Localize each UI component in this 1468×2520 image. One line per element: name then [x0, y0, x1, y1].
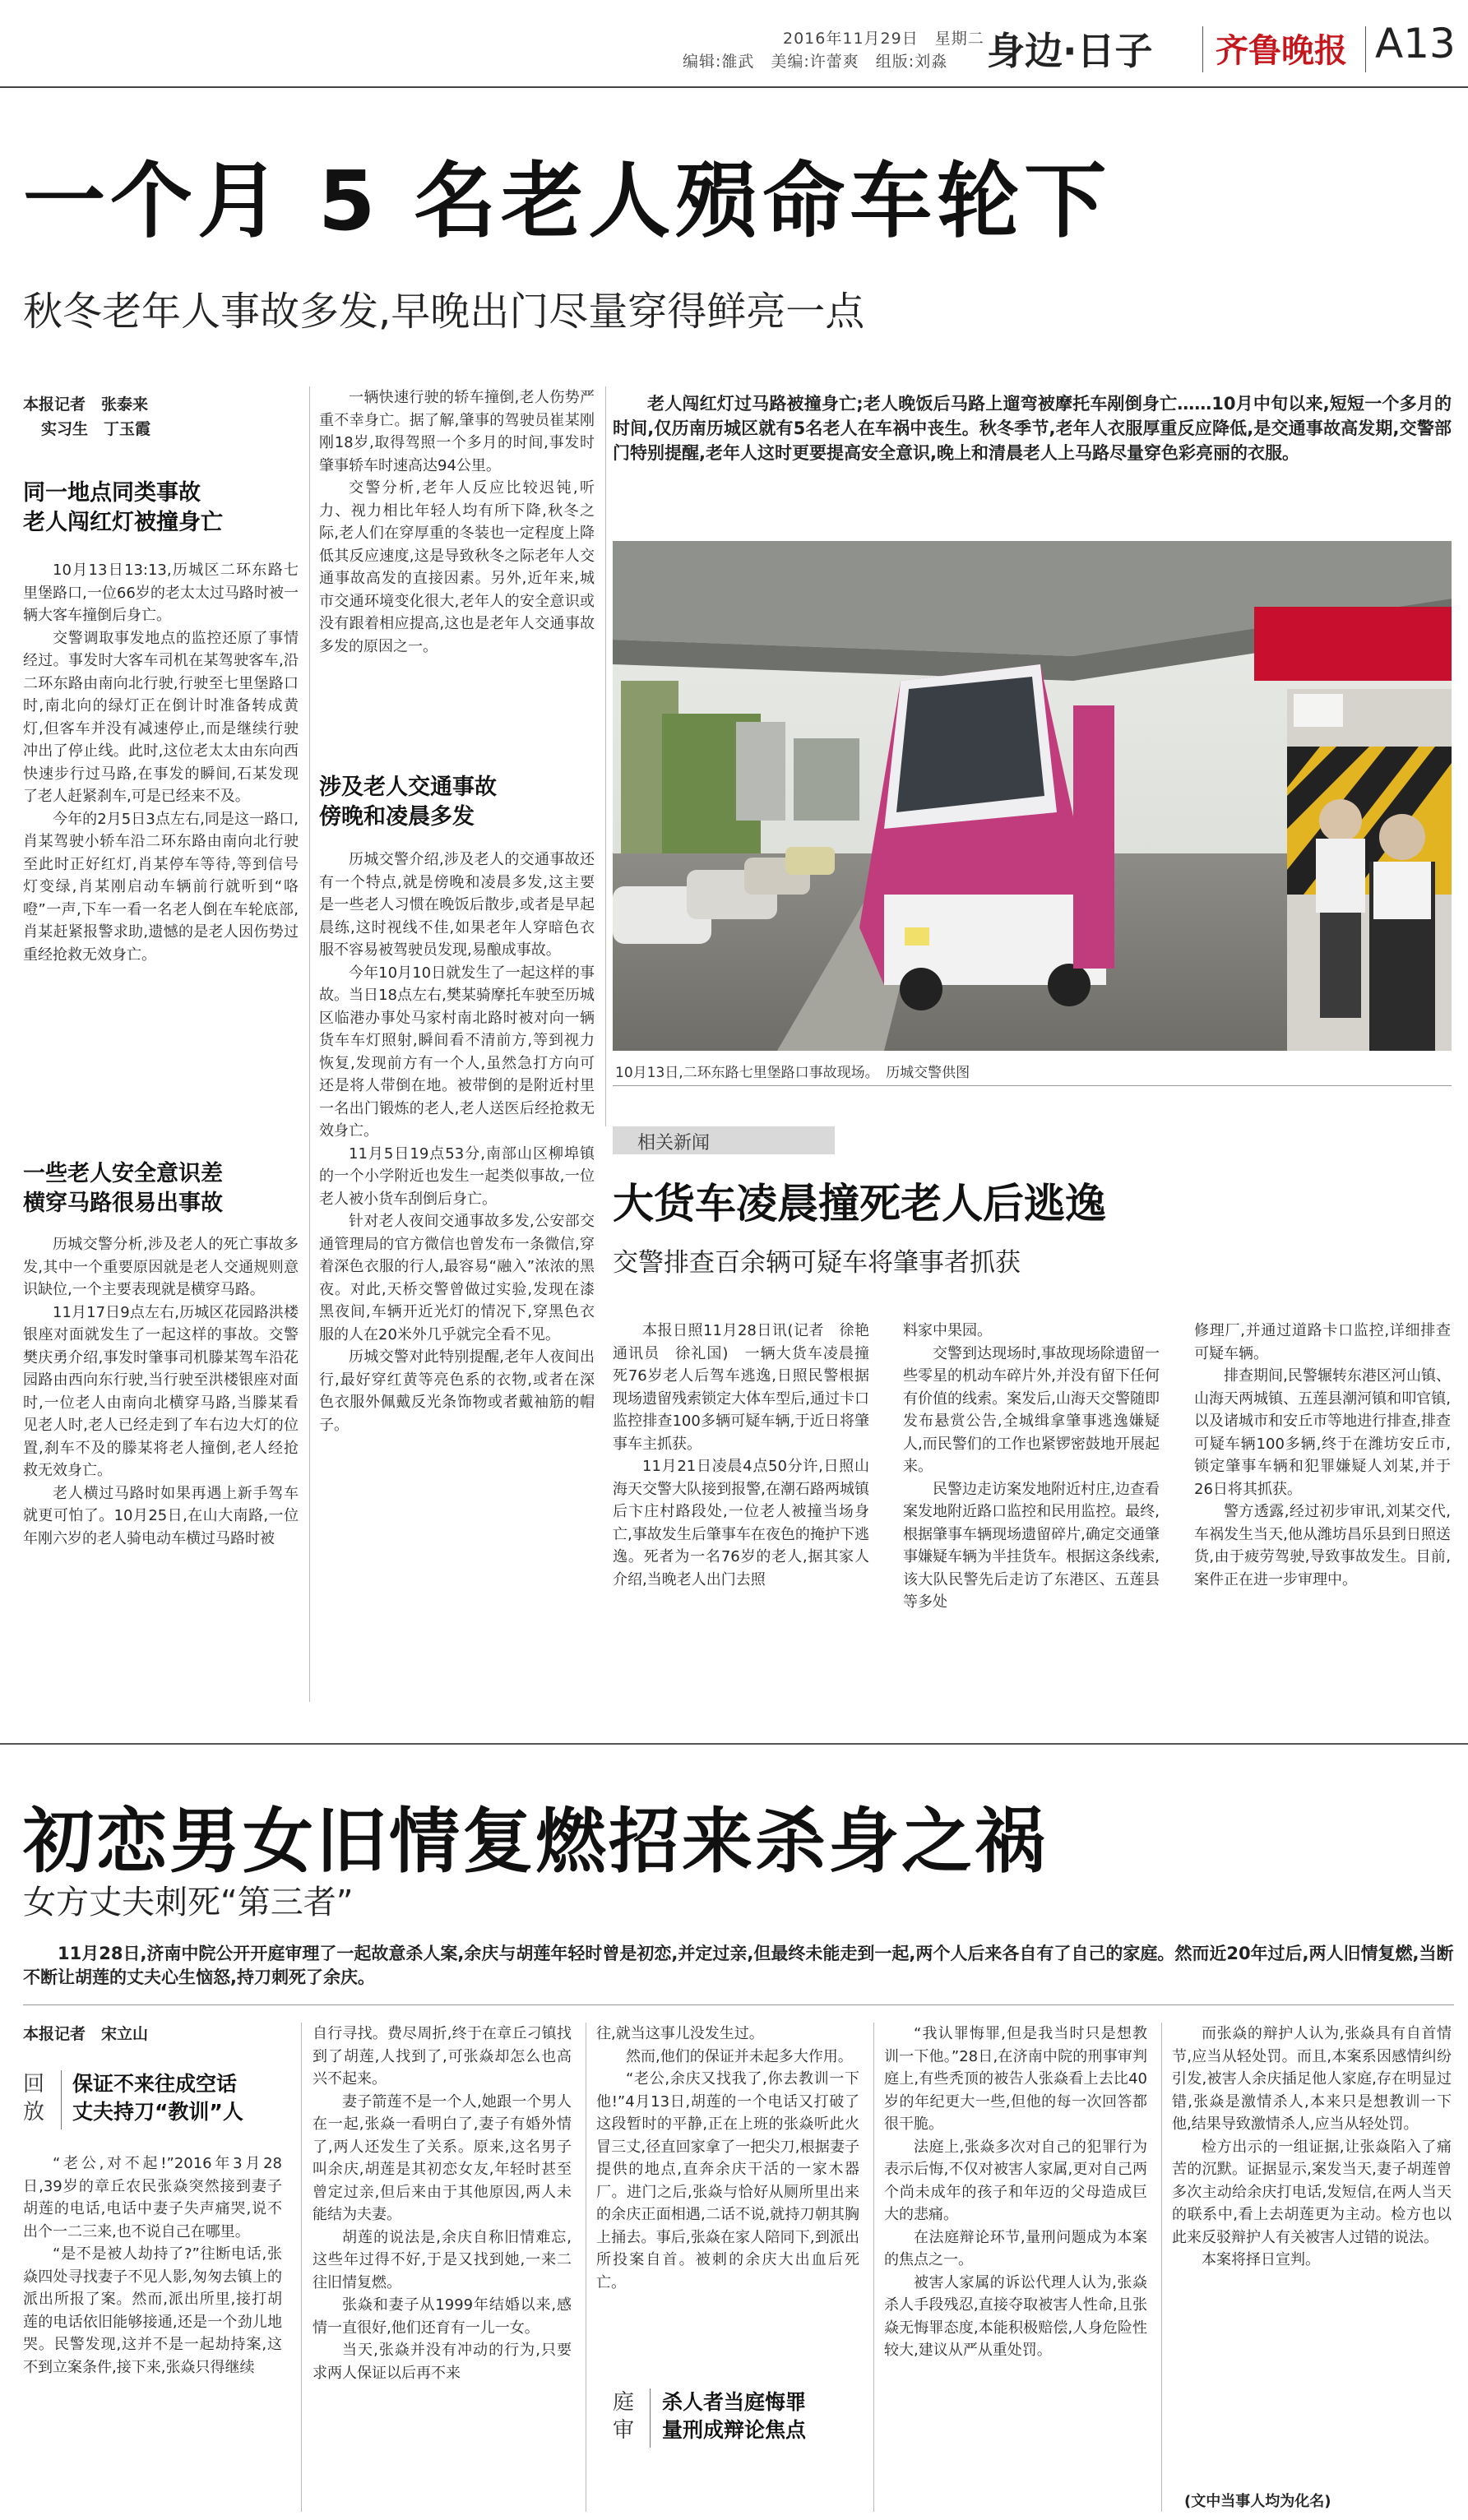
story2-col5: 而张焱的辩护人认为,张焱具有自首情节,应当从轻处罚。而且,本案系因感情纠纷引发,被害人余庆插足他人家庭,存在明显过错,张焱是激情杀人,本来只是想教训一下他,结果导致激情杀人,应当从轻处罚。 检方出示的一组证据,让张焱陷入了痛苦的沉默。证据显示,案发当天,妻子胡莲曾多次主动给余庆打电话,发短信,在两人当天的联系中,看上去胡莲更为主动。检方也以此来反驳辩护人有关被害人过错的说法。 本案将择日宣判。: [1172, 2025, 1452, 2268]
related-headline: 大货车凌晨撞死老人后逃逸: [613, 1180, 1106, 1228]
story2-sub1: 保证不来往成空话 丈夫持刀“教训”人: [72, 2072, 243, 2124]
photo-caption: 10月13日,二环东路七里堡路口事故现场。 历城交警供图: [615, 1065, 970, 1081]
story1-col2a: 一辆快速行驶的轿车撞倒,老人伤势严重不幸身亡。据了解,肇事的驾驶员崔某刚刚18岁,取得驾照一个多月的时间,事发时肇事轿车时速高达94公里。 交警分析,老年人反应比较迟钝,听力、视力相比年轻人均有所下降,秋冬之际,老人们在穿厚重的冬装也一定程度上降低其反应速度,这是导致秋冬之际老年人交通事故高发的直接因素。另外,近年来,城市交通环境变化很大,老年人的安全意识或没有跟着相应提高,这也是老年人交通事故多发的原因之一。: [319, 389, 595, 655]
story1-sub2: 一些老人安全意识差 横穿马路很易出事故: [23, 1161, 223, 1216]
story2-side-tag-trial: 庭审: [613, 2390, 635, 2443]
paper-logo: 齐鲁晚报: [1216, 31, 1347, 70]
story1-byline-1: 本报记者 张泰来: [23, 395, 149, 414]
story1-col1b: 历城交警分析,涉及老人的死亡事故多发,其中一个重要原因就是老人交通规则意识缺位,一个主要表现就是横穿马路。 11月17日9点左右,历城区花园路洪楼银座对面就发生了一起这样的事故。交警樊庆勇介绍,事发时肇事司机滕某驾车沿花园路由西向东行驶,当行驶至洪楼银座对面时,一位老人由南向北横穿马路,当滕某看见老人时,老人已经走到了车右边大灯的位置,刹车不及的滕某将老人撞倒,老人经抢救无效身亡。 老人横过马路时如果再遇上新手驾车就更可怕了。10月25日,在山大南路,一位年刚六岁的老人骑电动车横过马路时被: [23, 1236, 299, 1547]
story2-subheadline: 女方丈夫刺死“第三者”: [23, 1884, 354, 1921]
story2-col2: 自行寻找。费尽周折,终于在章丘刁镇找到了胡莲,人找到了,可张焱却怎么也高兴不起来。 妻子箭莲不是一个人,她跟一个男人在一起,张焱一看明白了,妻子有婚外情了,两人还发生了关系。原来,这名男子叫余庆,胡莲是其初恋女友,年轻时甚至曾定过亲,但后来由于其他原因,两人未能结为夫妻。 胡莲的说法是,余庆自称旧情难忘,这些年过得不好,于是又找到她,一来二往旧情复燃。 张焱和妻子从1999年结婚以来,感情一直很好,他们还育有一儿一女。 当天,张焱并没有冲动的行为,只要求两人保证以后再不来: [313, 2025, 572, 2382]
page-number: A13: [1375, 20, 1456, 67]
story1-col2b: 历城交警介绍,涉及老人的交通事故还有一个特点,就是傍晚和凌晨多发,这主要是一些老人习惯在晚饭后散步,或者是早起晨练,这时视线不佳,如果老年人穿暗色衣服不容易被驾驶员发现,易酿成事故。 今年10月10日就发生了一起这样的事故。当日18点左右,樊某骑摩托车驶至历城区临港办事处马家村南北路时被对向一辆货车车灯照射,瞬间看不清前方,等到视力恢复,发现前方有一个人,虽然急打方向可还是将人带倒在地。被带倒的是附近村里一名出门锻炼的老人,老人送医后经抢救无效身亡。 11月5日19点53分,南部山区柳埠镇的一个小学附近也发生一起类似事故,一位老人被小货车刮倒后身亡。 针对老人夜间交通事故多发,公安部交通管理局的官方微信也曾发布一条微信,穿着深色衣服的行人,最容易“融入”浓浓的黑夜。对此,天桥交警曾做过实验,发现在漆黑夜间,车辆开近光灯的情况下,穿黑色衣服的人在20米外几乎就完全看不见。 历城交警对此特别提醒,老年人夜间出行,最好穿红黄等亮色系的衣物,或者在深色衣服外佩戴反光条饰物或者戴袖筋的帽子。: [319, 851, 595, 1434]
story1-sub1: 同一地点同类事故 老人闯红灯被撞身亡: [23, 480, 223, 535]
story2-byline: 本报记者 宋立山: [23, 2025, 149, 2043]
story2-col1: “老公,对不起!”2016年3月28日,39岁的章丘农民张焱突然接到妻子胡莲的电话,电话中妻子失声痛哭,说不出个一二三来,也不说自己在哪里。 “是不是被人劫持了?”往断电话,张焱四处寻找妻子不见人影,匆匆去镇上的派出所报了案。然而,派出所里,接打胡莲的电话依旧能够接通,还是一个劲儿地哭。民警发现,这并不是一起劫持案,这不到立案条件,接下来,张焱只得继续: [23, 2155, 282, 2376]
story2-footnote: (文中当事人均为化名): [1184, 2493, 1331, 2510]
accident-scene-illustration: [613, 541, 1452, 1051]
story1-subheadline: 秋冬老年人事故多发,早晚出门尽量穿得鲜亮一点: [23, 289, 865, 335]
story2-sub2: 杀人者当庭悔罪 量刑成辩论焦点: [662, 2390, 807, 2442]
header-editors: 编辑:雒武 美编:许蕾爽 组版:刘淼: [683, 53, 948, 71]
story2-col4: “我认罪悔罪,但是我当时只是想教训一下他。”28日,在济南中院的刑事审判庭上,有些秃顶的被告人张焱看上去比40岁的年纪更大一些,但他的每一次回答都很干脆。 法庭上,张焱多次对自己的犯罪行为表示后悔,不仅对被害人家属,更对自己两个尚未成年的孩子和年迈的父母造成巨大的悲痛。 在法庭辩论环节,量刑问题成为本案的焦点之一。 被害人家属的诉讼代理人认为,张焱杀人手段残忍,直接夺取被害人性命,且张焱无悔罪态度,本能积极赔偿,人身危险性较大,建议从严从重处罚。: [884, 2025, 1147, 2359]
story1-sub3: 涉及老人交通事故 傍晚和凌晨多发: [319, 774, 497, 830]
story2-lead: 11月28日,济南中院公开开庭审理了一起故意杀人案,余庆与胡莲年轻时曾是初恋,并定过亲,但最终未能走到一起,两个人后来各自有了自己的家庭。然而近20年过后,两人旧情复燃,当断不断让胡莲的丈夫心生恼怒,持刀刺死了余庆。: [23, 1944, 1454, 1987]
story1-byline-2: 实习生 丁玉霞: [41, 420, 151, 438]
story1-col1a: 10月13日13:13,历城区二环东路七里堡路口,一位66岁的老太太过马路时被一辆大客车撞倒后身亡。 交警调取事发地点的监控还原了事情经过。事发时大客车司机在某驾驶客车,沿二环东路由南向北行驶,行驶至七里堡路口时,南北向的绿灯正在倒计时准备转成黄灯,但客车并没有减速停止,而是继续行驶冲出了停止线。此时,这位老太太由东向西快速步行过马路,在事发的瞬间,石某发现了老人赶紧刹车,可是已经来不及。 今年的2月5日3点左右,同是这一路口,肖某驾驶小轿车沿二环东路由南向北行驶至此时正好红灯,肖某停车等待,等到信号灯变绿,肖某刚启动车辆前行就听到“咯噔”一声,下车一看一名老人倒在车轮底部,肖某赶紧报警求助,遗憾的是老人因伤势过重经抢救无效身亡。: [23, 562, 299, 964]
related-col1: 本报日照11月28日讯(记者 徐艳 通讯员 徐礼国) 一辆大货车凌晨撞死76岁老人后驾车逃逸,日照民警根据现场遗留残索锁定大体车型后,通过卡口监控排查100多辆可疑车辆,于近日将肇事车主抓获。 11月21日凌晨4点50分许,日照山海天交警大队接到报警,在潮石路两城镇后卞庄村路段处,一位老人被撞当场身亡,事故发生后肇事车在夜色的掩护下逃逸。死者为一名76岁的老人,据其家人介绍,当晚老人出门去照: [613, 1322, 884, 1588]
story2-col3: 往,就当这事儿没发生过。 然而,他们的保证并未起多大作用。 “老公,余庆又找我了,你去教训一下他!”4月13日,胡莲的一个电话又打破了这段暂时的平静,正在上班的张焱听此火冒三丈,径直回家拿了一把尖刀,根据妻子提供的地点,直奔余庆干活的一家木器厂。进门之后,张焱与恰好从厕所里出来的余庆正面相遇,二话不说,就持刀朝其胸上捅去。事后,张焱在家人陪同下,到派出所投案自首。被刺的余庆大出血后死亡。: [596, 2025, 859, 2291]
header-date: 2016年11月29日 星期二: [783, 30, 984, 48]
related-col3: 修理厂,并通过道路卡口监控,详细排查可疑车辆。 排查期间,民警辗转东港区河山镇、山海天两城镇、五莲县潮河镇和叩官镇,以及诸城市和安丘市等地进行排查,排查可疑车辆100多辆,终于在潍坊安丘市,锁定肇事车辆和犯罪嫌疑人刘某,并于26日将其抓获。 警方透露,经过初步审讯,刘某交代,车祸发生当天,他从潍坊昌乐县到日照送货,由于疲劳驾驶,导致事故发生。目前,案件正在进一步审理中。: [1194, 1322, 1451, 1588]
story2-headline: 初恋男女旧情复燃招来杀身之祸: [23, 1801, 1048, 1883]
story1-lead: 老人闯红灯过马路被撞身亡;老人晚饭后马路上遛弯被摩托车剐倒身亡……10月中旬以来,短短一个多月的时间,仅历南历城区就有5名老人在车祸中丧生。秋冬季节,老年人衣服厚重反应降低,是交通事故高发期,交警部门特别提醒,老年人这时更要提高安全意识,晚上和清晨老人上马路尽量穿色彩亮丽的衣服。: [613, 394, 1452, 463]
story1-headline: 一个月 5 名老人殒命车轮下: [23, 153, 1112, 249]
related-tag: 相关新闻: [637, 1133, 711, 1154]
story2-side-tag-replay: 回放: [23, 2072, 45, 2125]
related-col2: 料家中果园。 交警到达现场时,事故现场除遗留一些零星的机动车碎片外,并没有留下任何有价值的线索。案发后,山海天交警随即发布悬赏公告,全城缉拿肇事逃逸嫌疑人,而民警们的工作也紧锣密鼓地开展起来。 民警边走访案发地附近村庄,边查看案发地附近路口监控和民用监控。最终,根据肇事车辆现场遗留碎片,确定交通肇事嫌疑车辆为半挂货车。根据这条线索,该大队民警先后走访了东港区、五莲县等多处: [903, 1322, 1160, 1611]
accident-photo: [613, 541, 1452, 1051]
related-subheadline: 交警排查百余辆可疑车将肇事者抓获: [613, 1248, 1021, 1278]
section-name: 身边·日子: [987, 29, 1153, 73]
